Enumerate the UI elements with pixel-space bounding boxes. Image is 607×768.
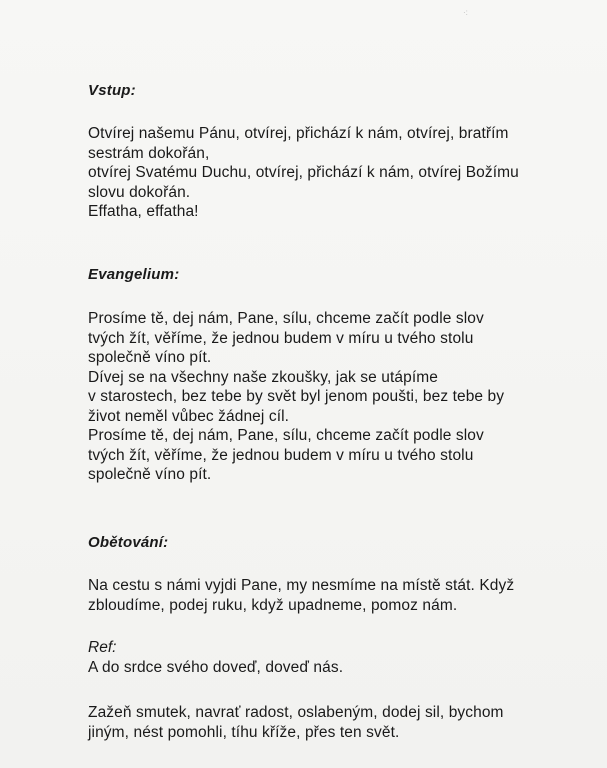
- text-line: zbloudíme, podej ruku, když upadneme, pomoz nám.: [88, 596, 458, 614]
- text-line: život neměl vůbec žádnej cíl.: [88, 407, 290, 425]
- heading-obetovani: Obětování:: [88, 534, 169, 551]
- text-line: Effatha, effatha!: [88, 203, 199, 220]
- text-line: Prosíme tě, dej nám, Pane, sílu, chceme začít podle slov: [88, 310, 484, 327]
- text-line: otvírej Svatému Duchu, otvírej, přichází k nám, otvírej Božímu: [88, 164, 519, 181]
- paragraph-vstup: [88, 124, 519, 222]
- text-line: Dívej se na všechny naše zkoušky, jak se utápíme: [88, 368, 438, 386]
- paragraph-evangelium: [88, 309, 504, 485]
- text-line: tvých žít, věříme, že jednou budem v míru u tvého stolu: [88, 446, 474, 464]
- text-line: sestrám dokořán,: [88, 144, 210, 162]
- text-line: společně víno pít.: [88, 466, 212, 483]
- text-line: slovu dokořán.: [88, 183, 191, 201]
- text-line: Zažeň smutek, navrať radost, oslabeným, dodej sil, bychom: [88, 704, 504, 721]
- text-line: v starostech, bez tebe by svět byl jenom poušti, bez tebe by: [88, 388, 505, 405]
- paragraph-verse: [88, 703, 504, 742]
- heading-vstup: Vstup:: [88, 82, 136, 99]
- paragraph-obetovani: [88, 576, 514, 615]
- scan-speck-icon: ·:: [463, 8, 468, 17]
- text-line: společně víno pít.: [88, 349, 212, 366]
- text-line: jiným, nést pomohli, tíhu kříže, přes ten svět.: [88, 723, 400, 741]
- refrain-label: Ref:: [88, 639, 117, 656]
- text-line: Otvírej našemu Pánu, otvírej, přichází k nám, otvírej, bratřím: [88, 125, 509, 142]
- heading-evangelium: Evangelium:: [88, 266, 180, 283]
- text-line: A do srdce svého doveď, doveď nás.: [88, 659, 344, 676]
- text-line: Prosíme tě, dej nám, Pane, sílu, chceme začít podle slov: [88, 427, 484, 444]
- paragraph-refrain: [88, 658, 343, 678]
- text-line: Na cestu s námi vyjdi Pane, my nesmíme na místě stát. Když: [88, 577, 515, 594]
- text-line: tvých žít, věříme, že jednou budem v míru u tvého stolu: [88, 329, 474, 347]
